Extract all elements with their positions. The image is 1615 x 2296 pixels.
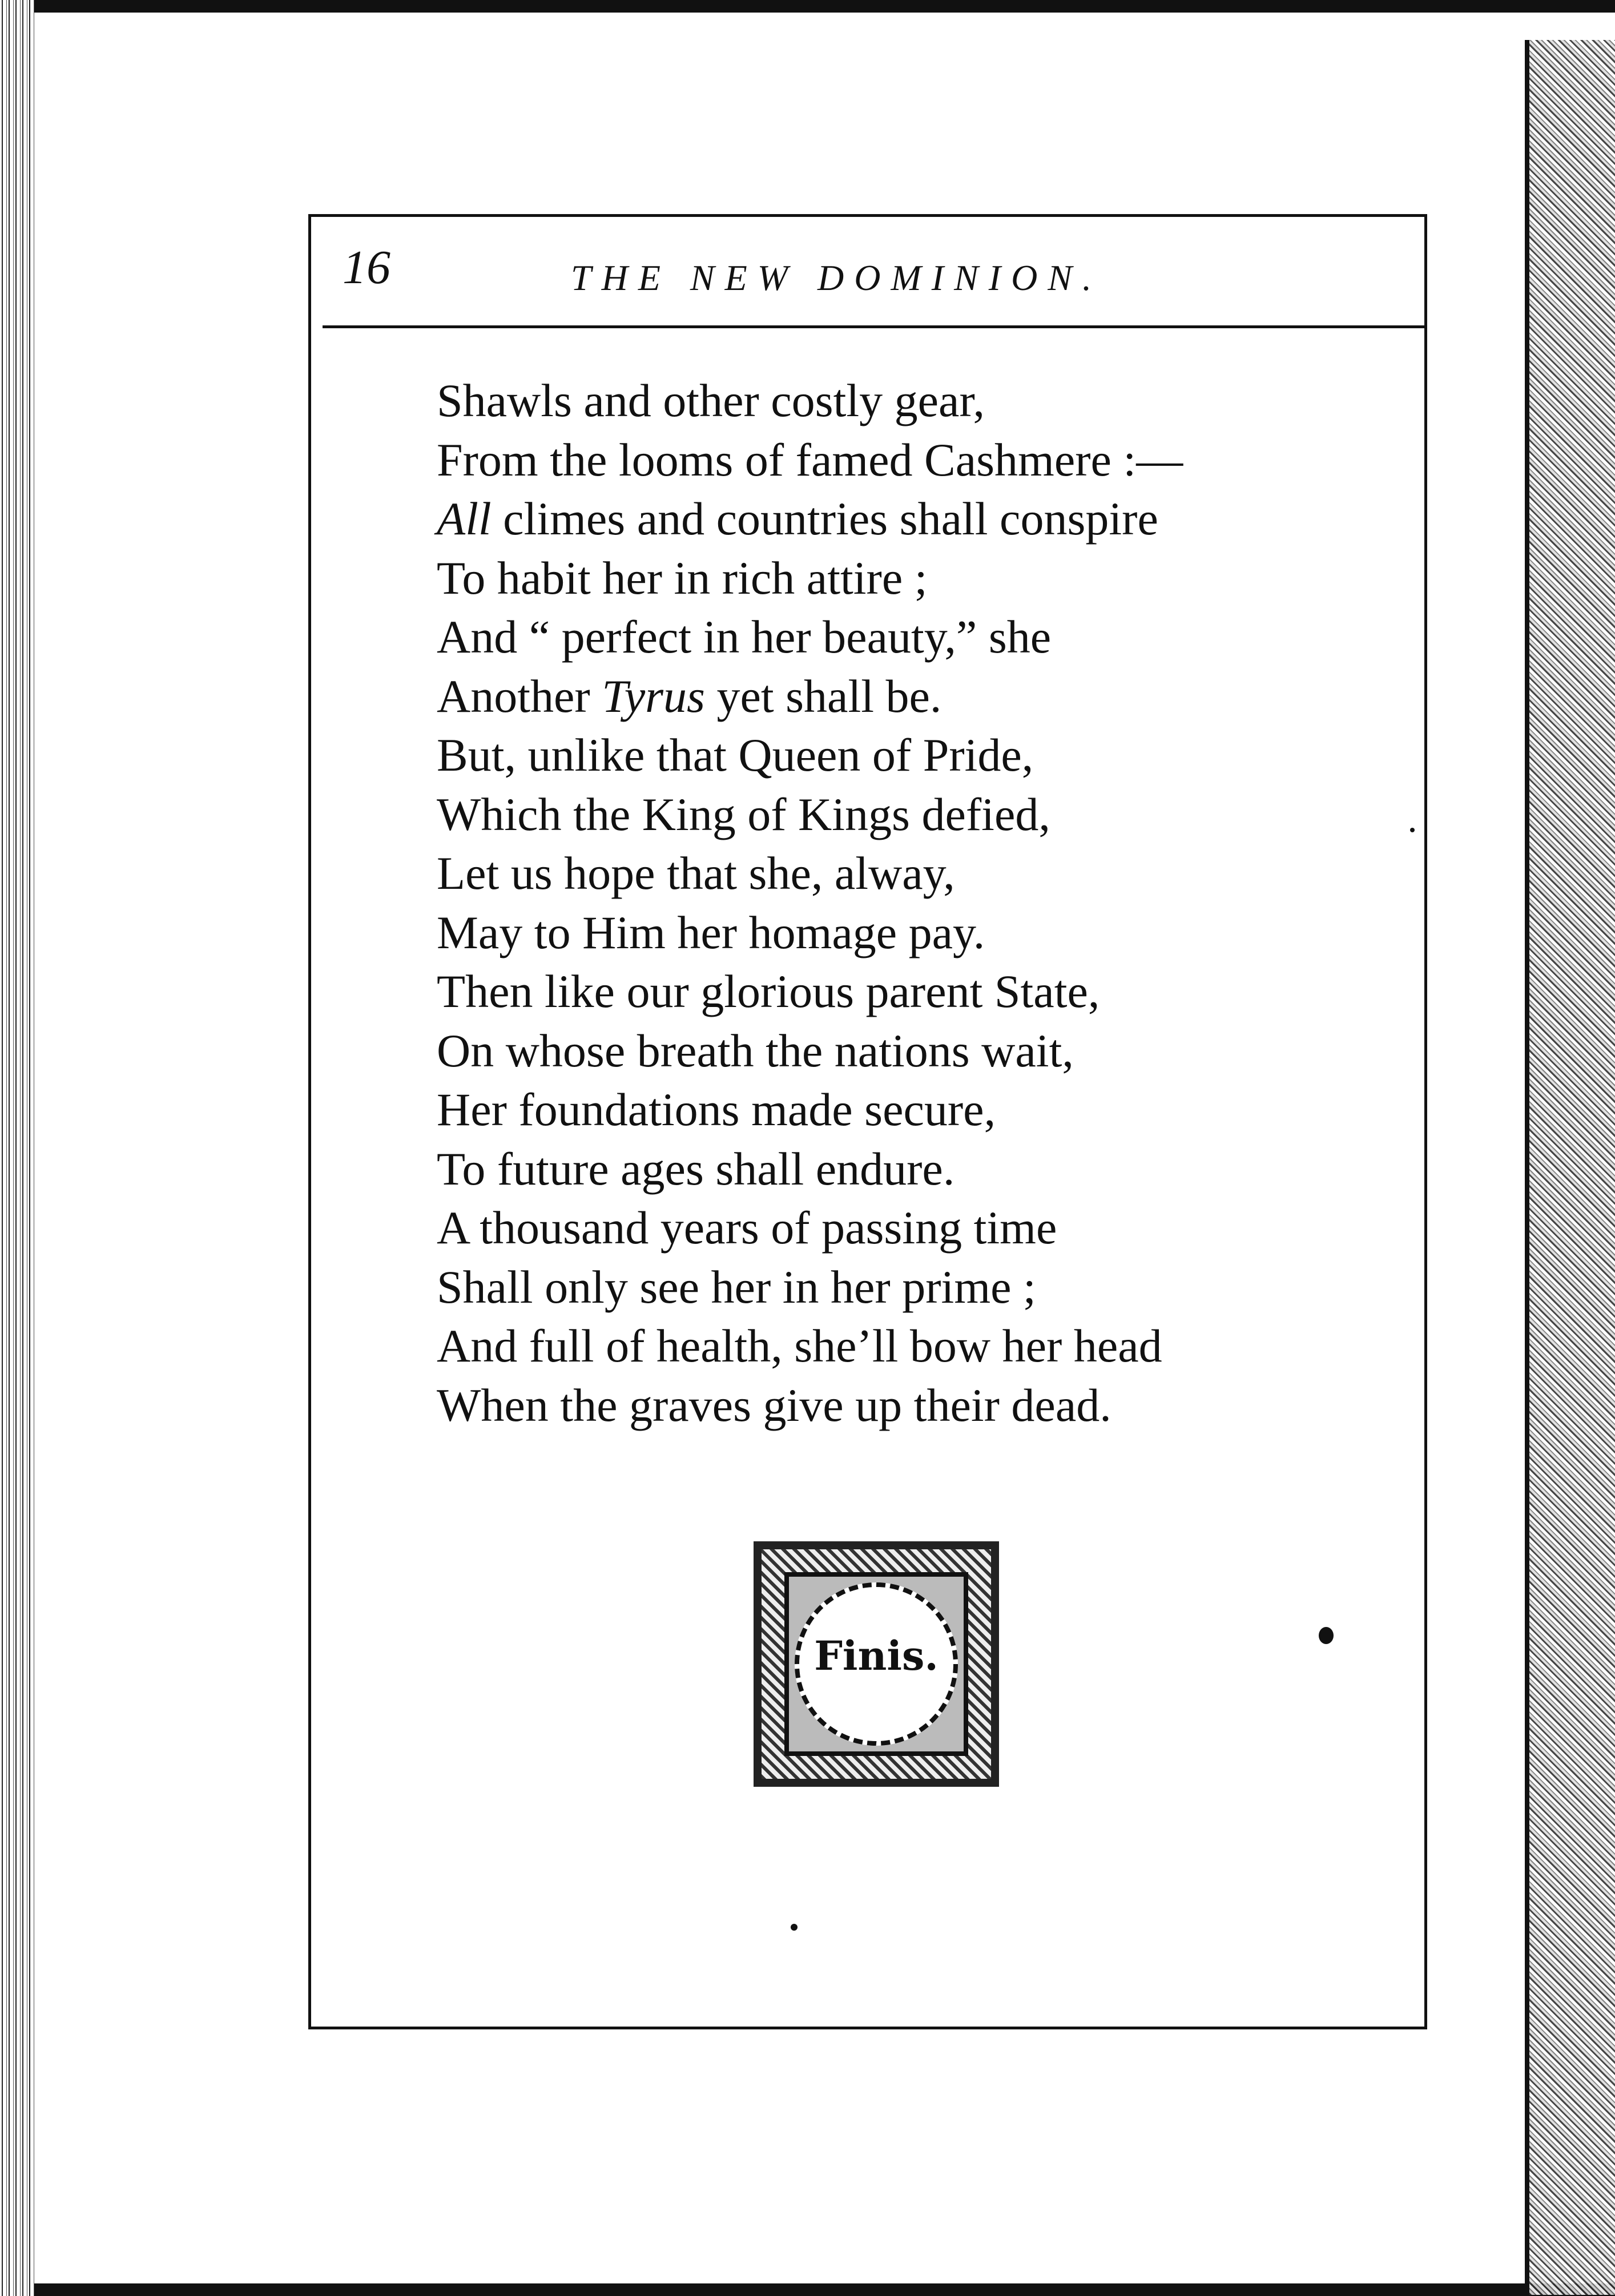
poem-line: To future ages shall endure. [437,1142,955,1195]
poem-emphasis: All [437,493,492,545]
poem-line: And full of health, she’ll bow her head [437,1320,1162,1372]
page-edge-line [1525,40,1529,2295]
poem-line: Which the King of Kings defied, [437,788,1050,840]
ink-speck [1319,1627,1334,1644]
poem-line: Her foundations made secure, [437,1083,996,1135]
ink-speck [791,1924,798,1931]
poem-line: On whose breath the nations wait, [437,1024,1074,1077]
poem-line: A thousand years of passing time [437,1202,1057,1254]
book-left-edge [0,0,34,2296]
poem-line-part: yet shall be. [704,670,942,722]
poem-emphasis: Tyrus [602,670,705,722]
poem-line: Shall only see her in her prime ; [437,1260,1036,1313]
poem-line: May to Him her homage pay. [437,906,985,958]
poem-line: To habit her in rich attire ; [437,551,928,604]
poem-line-part: Another [437,670,602,722]
poem-line: From the looms of famed Cashmere :— [437,433,1183,486]
running-head: THE NEW DOMINION. [571,257,1102,298]
poem-line: When the graves give up their dead. [437,1379,1111,1431]
ink-speck [1410,828,1415,832]
page-number: 16 [343,241,390,294]
poem-line [437,667,1350,726]
poem-text [437,371,1350,1435]
poem-line: Then like our glorious parent State, [437,965,1100,1017]
poem-line-part: climes and countries shall conspire [491,493,1158,545]
book-right-edge [1529,40,1615,2295]
poem-line: But, unlike that Queen of Pride, [437,729,1034,781]
finis-ornament [754,1541,999,1787]
poem-line: Let us hope that she, alway, [437,847,955,899]
scan-top-edge [0,0,1615,13]
finis-label: Finis. [814,1632,939,1679]
scan-bottom-edge [0,2283,1615,2296]
header-rule [323,325,1427,328]
poem-line: And “ perfect in her beauty,” she [437,611,1052,663]
poem-line: Shawls and other costly gear, [437,374,985,426]
poem-line [437,489,1350,549]
